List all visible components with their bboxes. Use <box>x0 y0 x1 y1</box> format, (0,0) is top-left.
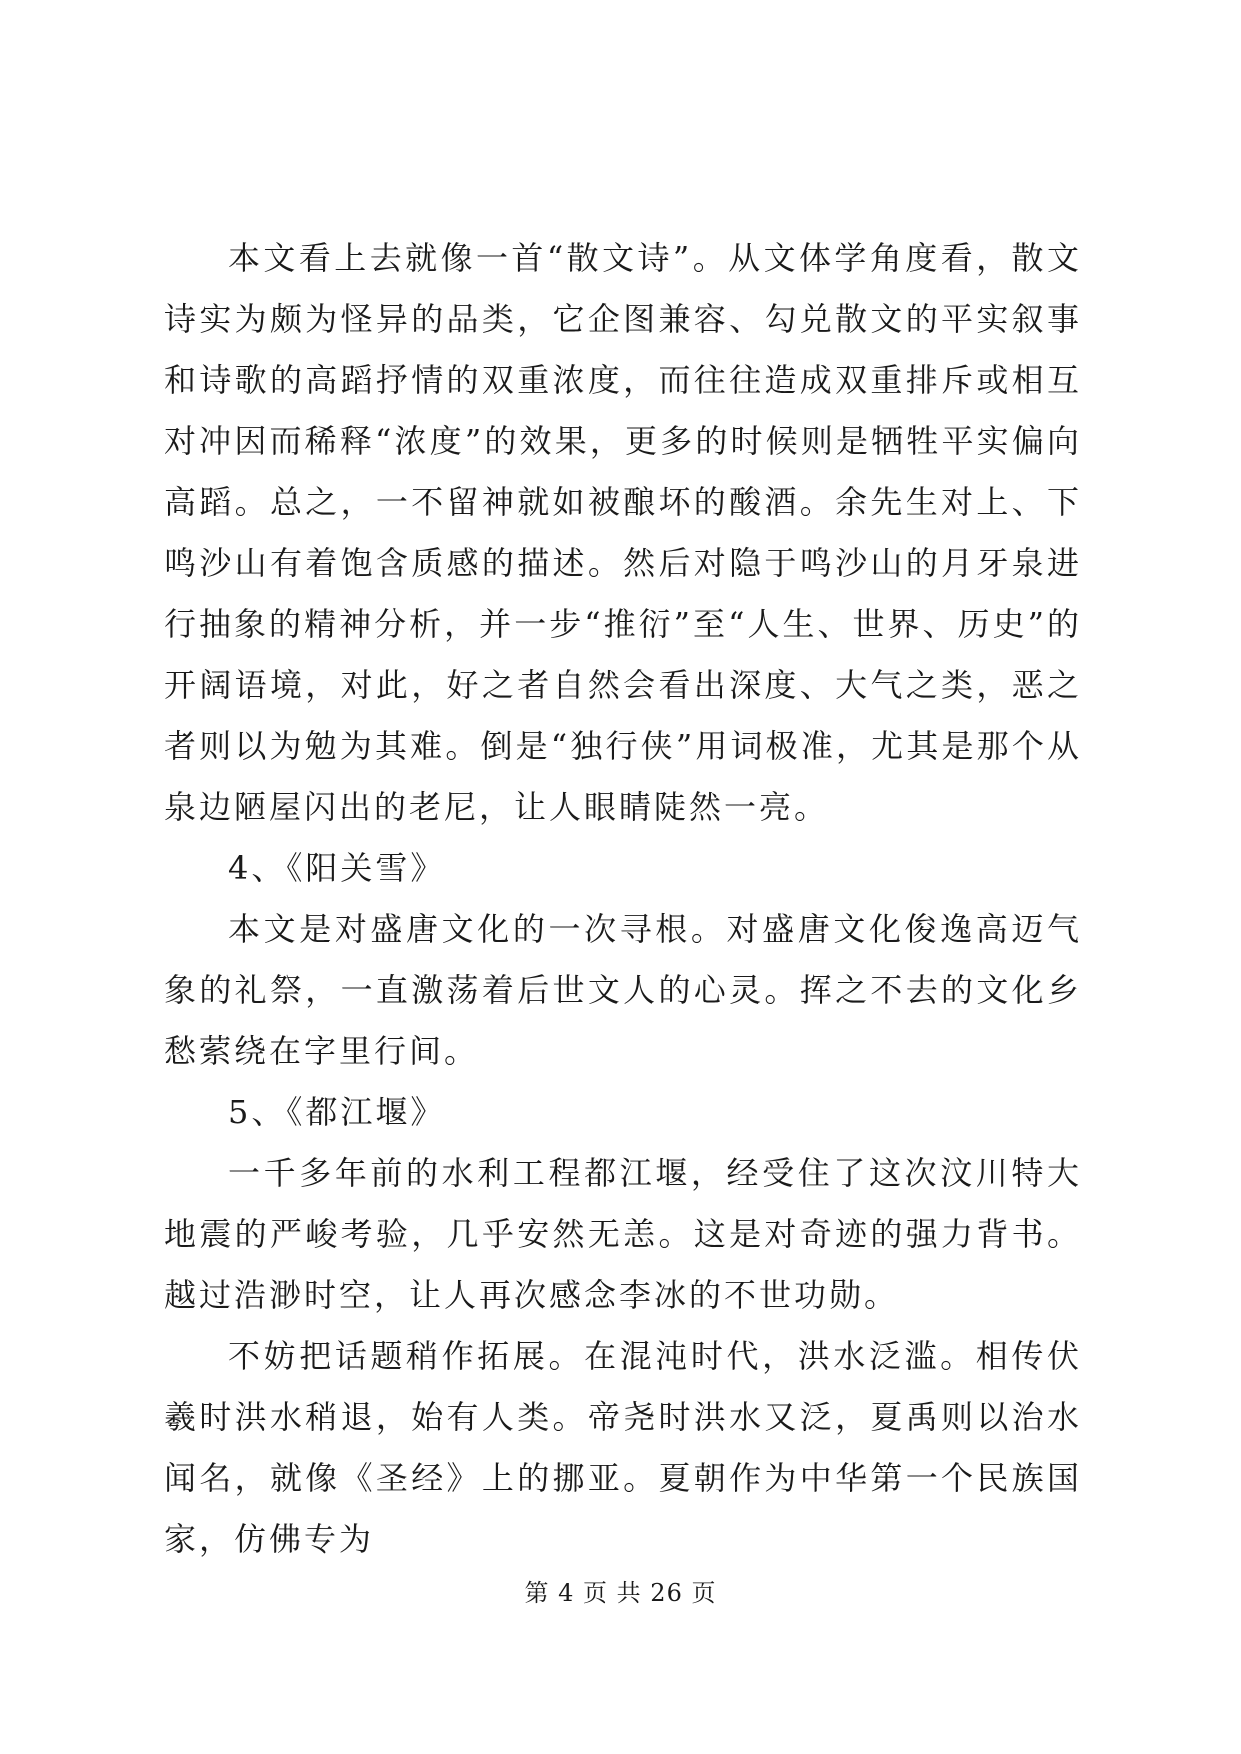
heading-dujiangyan: 5、《都江堰》 <box>228 1093 446 1131</box>
paragraph-dujiangyan: 一千多年前的水利工程都江堰，经受住了这次汶川特大地震的严峻考验，几乎安然无恙。这是对奇迹的强力背书。越过浩渺时空，让人再次感念李冰的不世功勋。 <box>164 1154 1082 1314</box>
paragraph-essay-poem: 本文看上去就像一首“散文诗”。从文体学角度看，散文诗实为颇为怪异的品类，它企图兼容、勾兑散文的平实叙事和诗歌的高蹈抒情的双重浓度，而往往造成双重排斥或相互对冲因而稀释“浓度”的效果，更多的时候则是牺牲平实偏向高蹈。总之，一不留神就如被酿坏的酸酒。余先生对上、下鸣沙山有着饱含质感的描述。然后对隐于鸣沙山的月牙泉进行抽象的精神分析，并一步“推衍”至“人生、世界、历史”的开阔语境，对此，好之者自然会看出深度、大气之类，恶之者则以为勉为其难。倒是“独行侠”用词极准，尤其是那个从泉边陋屋闪出的老尼，让人眼睛陡然一亮。 <box>164 239 1082 826</box>
page-number-footer: 第 4 页 共 26 页 <box>524 1579 717 1607</box>
paragraph-flood-history: 不妨把话题稍作拓展。在混沌时代，洪水泛滥。相传伏羲时洪水稍退，始有人类。帝尧时洪水又泛，夏禹则以治水闻名，就像《圣经》上的挪亚。夏朝作为中华第一个民族国家，仿佛专为 <box>164 1337 1082 1558</box>
paragraph-yangguan-xue: 本文是对盛唐文化的一次寻根。对盛唐文化俊逸高迈气象的礼祭，一直激荡着后世文人的心灵。挥之不去的文化乡愁萦绕在字里行间。 <box>164 910 1082 1070</box>
heading-yangguan-xue: 4、《阳关雪》 <box>228 849 446 887</box>
body-text <box>164 228 1082 1570</box>
